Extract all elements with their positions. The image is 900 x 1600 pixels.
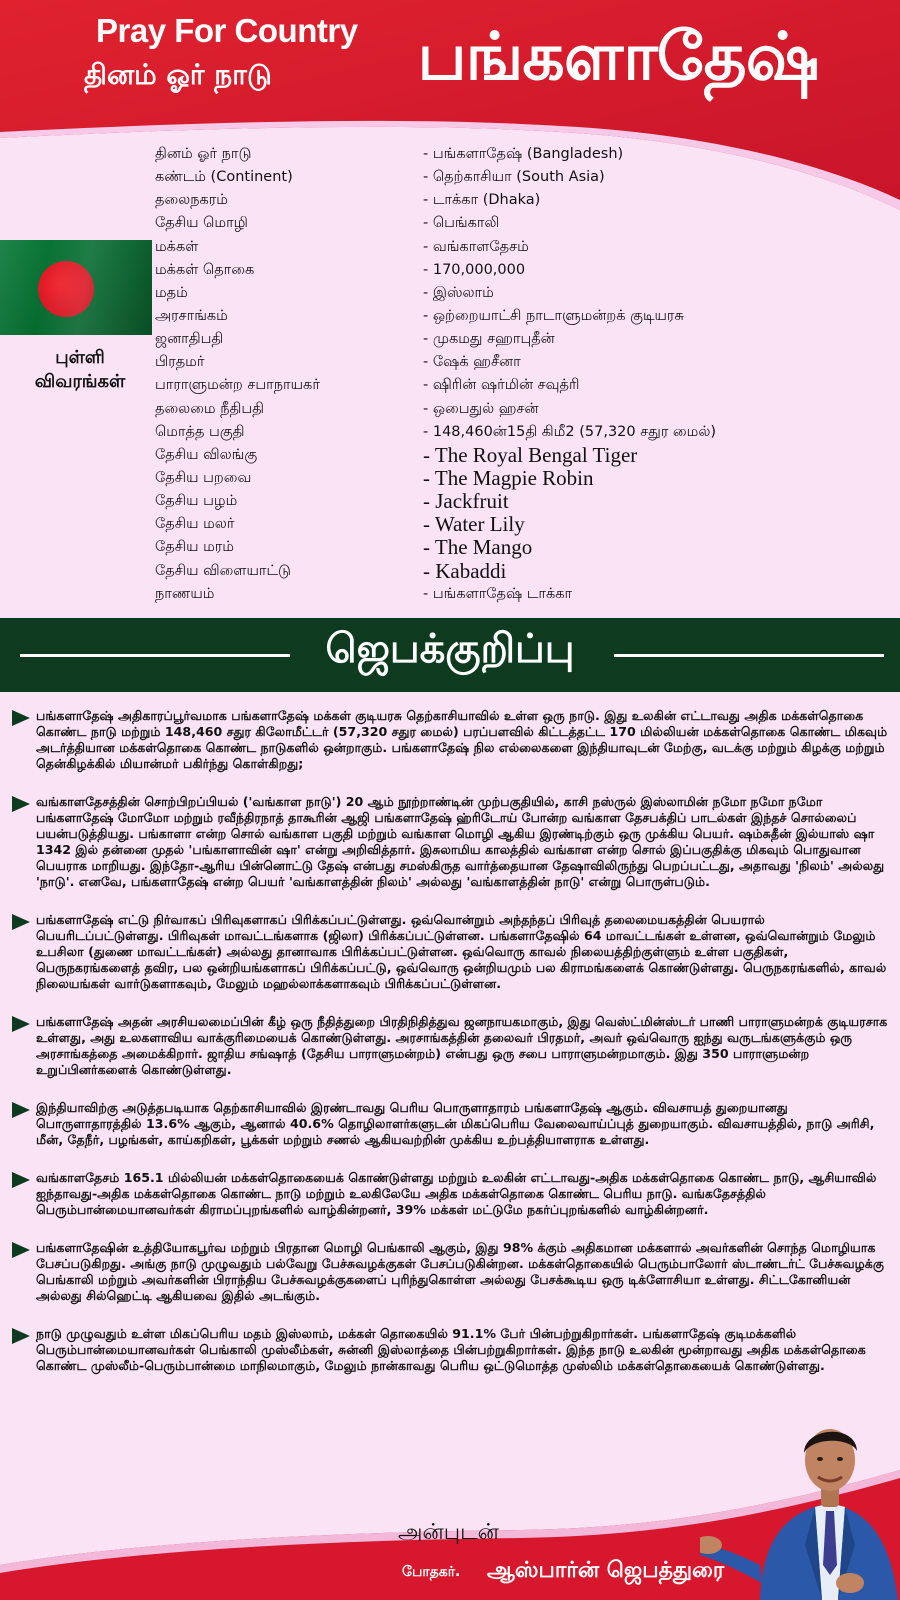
prayer-title: ஜெபக்குறிப்பு	[325, 626, 575, 672]
prayer-point-text: வங்காளதேசம் 165.1 மில்லியன் மக்கள்தொகையைக் கொண்டுள்ளது மற்றும் உலகின் எட்டாவது-அதிக மக்கள்தொகை கொண்ட நாடு, ஆசியாவில் ஐந்தாவது-அதிக மக்கள்தொகை கொண்ட நாடு மற்றும் உலகிலேயே அதிக மக்கள்தொகை கொண்ட பெரிய நாடு. வங்கதேசத்தில் பெரும்பான்மையானவர்கள் கிராமப்புறங்களில் வாழ்கின்றனர், 39% மக்கள் மட்டுமே நகர்ப்புறங்களில் வாழ்கின்றனர்.	[36, 1170, 877, 1217]
fact-row	[155, 374, 895, 397]
fact-row	[155, 490, 895, 513]
fact-row	[155, 560, 895, 583]
fact-value: - Water Lily	[423, 512, 525, 537]
pastor-name: ஆஸ்பார்ன் ஜெபத்துரை	[487, 1558, 725, 1583]
fact-key: தலைமை நீதிபதி	[155, 400, 265, 417]
fact-row	[155, 166, 895, 189]
arrow-bullet-icon	[12, 1172, 30, 1188]
prayer-point	[12, 912, 892, 992]
prayer-points-list	[12, 708, 892, 1374]
fact-key: நாணயம்	[155, 585, 215, 602]
pastor-photo	[700, 1415, 900, 1600]
prayer-point	[12, 708, 892, 772]
prayer-point-text: பங்களாதேஷ் அதன் அரசியலமைப்பின் கீழ் ஒரு நீதித்துறை பிரதிநிதித்துவ ஜனநாயகமாகும், இது வெஸ்ட்மின்ஸ்டர் பாணி பாராளுமன்றக் குடியரசாக உள்ளது, அது உலகளாவிய வாக்குரிமையைக் கொண்டுள்ளது. அரசாங்கத்தின் தலைவர் பிரதமர், அவர் ஒவ்வொரு ஐந்து வருடங்களுக்கும் ஒரு அரசாங்கத்தை அமைக்கிறார். ஜாதிய சங்ஷாத் (தேசிய பாராளுமன்றம்) என்பது ஒரு சபை பாராளுமன்றமாகும். இது 350 பாராளுமன்ற உறுப்பினர்களைக் கொண்டுள்ளது.	[36, 1014, 888, 1077]
pastor-title: போதகர்.	[402, 1564, 461, 1580]
fact-value: - The Royal Bengal Tiger	[423, 442, 638, 467]
facts-table	[155, 143, 895, 606]
fact-key: தேசிய மொழி	[155, 215, 248, 232]
fact-key: தேசிய பறவை	[155, 469, 252, 486]
fact-value: - பெங்காலி	[423, 215, 500, 232]
fact-row	[155, 583, 895, 606]
facts-label-line-2: விவரங்கள்	[34, 371, 126, 392]
fact-key: கண்டம் (Continent)	[155, 169, 293, 186]
fact-key: தேசிய மரம்	[155, 539, 234, 556]
fact-value: - டாக்கா (Dhaka)	[423, 192, 541, 209]
prayer-point-text: பங்களாதேஷின் உத்தியோகபூர்வ மற்றும் பிரதான மொழி பெங்காலி ஆகும், இது 98% க்கும் அதிகமான மக்களால் அவர்களின் சொந்த மொழியாக பேசப்படுகிறது. அங்கு நாடு முழுவதும் பல்வேறு பேச்சுவழக்குகள் பேசப்படுகின்றன. மக்கள்தொகையில் பெரும்பாலோர் ஸ்டாண்டர்ட் பேச்சுவழக்கு பெங்காலி மற்றும் அவர்களின் பிராந்திய பேச்சுவழக்குகளைப் புரிந்துகொள்ள அல்லது பேசக்கூடிய ஒரு டிக்ளோசியா உள்ளது. சிட்டகோனியன் அல்லது சில்ஹெட்டி ஆகியவை இதில் அடங்கும்.	[36, 1240, 884, 1303]
fact-key: தேசிய மலர்	[155, 516, 235, 533]
arrow-bullet-icon	[12, 1102, 30, 1118]
fact-value: - Kabaddi	[423, 558, 507, 583]
fact-row	[155, 328, 895, 351]
prayer-point	[12, 1326, 892, 1374]
brand-english: Pray For Country	[96, 12, 358, 49]
fact-key: அரசாங்கம்	[155, 307, 228, 324]
prayer-point-text: பங்களாதேஷ் எட்டு நிர்வாகப் பிரிவுகளாகப் பிரிக்கப்பட்டுள்ளது. ஒவ்வொன்றும் அந்தந்தப் பிரிவுத் தலைமையகத்தின் பெயரால் பெயரிடப்பட்டுள்ளது. பிரிவுகள் மாவட்டங்களாக (ஜிலா) பிரிக்கப்பட்டுள்ளன. பங்களாதேஷில் 64 மாவட்டங்கள் உள்ளன, ஒவ்வொன்றும் மேலும் உபசிலா (துணை மாவட்டங்கள்) அல்லது தானாவாக பிரிக்கப்பட்டுள்ளன. ஒவ்வொரு காவல் நிலையத்திற்குள்ளும் உள்ள பகுதிகள், பெருநகரங்களைத் தவிர, பல ஒன்றியங்களாகப் பிரிக்கப்பட்டு, ஒவ்வொரு ஒன்றியமும் பல கிராமங்களைக் கொண்டுள்ளது. பெருநகரங்களில், காவல் நிலையங்கள் வார்டுகளாகவும், மேலும் மஹல்லாக்களாகவும் பிரிக்கப்பட்டுள்ளன.	[36, 912, 887, 991]
fact-row	[155, 421, 895, 444]
fact-key: தலைநகரம்	[155, 192, 228, 209]
fact-value: - The Mango	[423, 535, 533, 560]
facts-label	[10, 346, 150, 394]
fact-row	[155, 143, 895, 166]
prayer-point-text: நாடு முழுவதும் உள்ள மிகப்பெரிய மதம் இஸ்லாம், மக்கள் தொகையில் 91.1% பேர் பின்பற்றுகிறார்கள். பங்களாதேஷ் குடிமக்களில் பெரும்பான்மையானவர்கள் பெங்காலி முஸ்லீம்கள், சுன்னி இஸ்லாத்தை பின்பற்றுகிறார்கள். இந்த நாடு உலகின் மூன்றாவது அதிக மக்கள்தொகை கொண்ட முஸ்லீம்-பெரும்பான்மை மாநிலமாகும், மேலும் நான்காவது பெரிய ஒட்டுமொத்த முஸ்லிம் மக்கள்தொகையைக் கொண்டுள்ளது.	[36, 1326, 866, 1373]
fact-row	[155, 282, 895, 305]
fact-key: மக்கள்	[155, 238, 199, 255]
fact-row	[155, 351, 895, 374]
fact-key: பாராளுமன்ற சபாநாயகர்	[155, 377, 320, 394]
fact-value: - ஷிரின் ஷர்மின் சவுத்ரி	[423, 377, 580, 394]
arrow-bullet-icon	[12, 796, 30, 812]
fact-value: - பங்களாதேஷ் (Bangladesh)	[423, 146, 624, 162]
prayer-point	[12, 1014, 892, 1078]
fact-value: - ஒபைதுல் ஹசன்	[423, 400, 539, 417]
fact-value: - பங்களாதேஷ் டாக்கா	[423, 585, 573, 602]
prayer-point	[12, 1100, 892, 1148]
fact-row	[155, 305, 895, 328]
fact-value: - இஸ்லாம்	[423, 284, 494, 301]
fact-key: மொத்த பகுதி	[155, 423, 245, 440]
fact-key: தினம் ஓர் நாடு	[155, 146, 252, 162]
prayer-point-text: பங்களாதேஷ் அதிகாரப்பூர்வமாக பங்களாதேஷ் மக்கள் குடியரசு தெற்காசியாவில் உள்ள ஒரு நாடு. இது உலகின் எட்டாவது அதிக மக்கள்தொகை கொண்ட நாடு மற்றும் 148,460 சதுர கிலோமீட்டர் (57,320 சதுர மைல்) பரப்பளவில் கிட்டத்தட்ட 170 மில்லியன் மக்கள்தொகை கொண்ட மிகவும் அடர்த்தியான மக்கள்தொகை கொண்ட நாடுகளில் ஒன்றாகும். பங்களாதேஷ் நில எல்லைகளை இந்தியாவுடன் மேற்கு, வடக்கு மற்றும் கிழக்கு மற்றும் தென்கிழக்கில் மியான்மர் பகிர்ந்து கொள்கிறது;	[36, 708, 888, 771]
prayer-points-band	[0, 618, 900, 692]
fact-value: - 148,460ன்15தி கிமீ2 (57,320 சதுர மைல்)	[423, 423, 717, 440]
fact-row	[155, 259, 895, 282]
fact-value: - The Magpie Robin	[423, 465, 594, 490]
arrow-bullet-icon	[12, 710, 30, 726]
prayer-point-text: வங்காளதேசத்தின் சொற்பிறப்பியல் ('வங்காள நாடு') 20 ஆம் நூற்றாண்டின் முற்பகுதியில், காசி நஸ்ருல் இஸ்லாமின் நமோ நமோ நமோ பங்களாதேஷ் மோமோ மற்றும் ரவீந்திரநாத் தாகூரின் ஆஜி பங்களாதேஷ் ஹ்ரிடோய் போன்ற வங்காள தேசபக்திப் பாடல்கள் இந்தச் சொல்லைப் பயன்படுத்தியது. பங்காளா என்ற சொல் வங்காள பகுதி மற்றும் வங்காள மொழி ஆகிய இரண்டிற்கும் ஒரு முக்கிய பெயர். ஷம்சுதீன் இல்யாஸ் ஷா 1342 இல் தன்னை முதல் 'பங்காளாவின் ஷா' என்று அறிவித்தார். இசுலாமிய காலத்தில் வங்காள என்ற சொல் இப்பகுதிக்கு மிகவும் பொதுவான பெயராக மாறியது. இந்தோ-ஆரிய பின்னொட்டு தேஷ் என்பது சமஸ்கிருத வார்த்தையான தேஷாவிலிருந்து பெறப்பட்டது, அதாவது 'நிலம்' அல்லது 'நாடு'. எனவே, பங்களாதேஷ் என்ற பெயர் 'வங்காளத்தின் நிலம்' அல்லது 'வங்காளத்தின் நாடு' என்று பொருள்படும்.	[36, 794, 885, 889]
sign-off: அன்புடன்	[398, 1520, 499, 1545]
prayer-point	[12, 794, 892, 890]
fact-key: மக்கள் தொகை	[155, 261, 255, 278]
fact-row	[155, 513, 895, 536]
flag-wave-shading	[0, 240, 152, 335]
fact-value: - ஷேக் ஹசீனா	[423, 354, 521, 371]
arrow-bullet-icon	[12, 1016, 30, 1032]
brand-tamil: தினம் ஓர் நாடு	[84, 58, 272, 91]
fact-key: ஜனாதிபதி	[155, 331, 224, 348]
fact-key: மதம்	[155, 284, 188, 301]
fact-value: - முகமது சஹாபுதீன்	[423, 331, 555, 348]
arrow-bullet-icon	[12, 1328, 30, 1344]
fact-row	[155, 189, 895, 212]
fact-row	[155, 236, 895, 259]
fact-value: - Jackfruit	[423, 489, 509, 514]
fact-key: தேசிய விலங்கு	[155, 446, 258, 463]
bangladesh-flag-icon	[0, 240, 152, 335]
fact-row	[155, 212, 895, 235]
arrow-bullet-icon	[12, 914, 30, 930]
prayer-point-text: இந்தியாவிற்கு அடுத்தபடியாக தெற்காசியாவில் இரண்டாவது பெரிய பொருளாதாரம் பங்களாதேஷ் ஆகும். விவசாயத் துறையானது பொருளாதாரத்தில் 13.6% ஆகும், ஆனால் 40.6% தொழிலாளர்களுடன் மிகப்பெரிய வேலைவாய்ப்புத் துறையாகும். விவசாயத்தில், நாடு அரிசி, மீன், தேநீர், பழங்கள், காய்கறிகள், பூக்கள் மற்றும் சணல் ஆகியவற்றின் முக்கிய உற்பத்தியாளராக உள்ளது.	[36, 1100, 875, 1147]
prayer-point	[12, 1170, 892, 1218]
fact-value: - வங்காளதேசம்	[423, 238, 529, 255]
fact-row	[155, 536, 895, 559]
country-title: பங்களாதேஷ்	[417, 18, 819, 95]
arrow-bullet-icon	[12, 1242, 30, 1258]
fact-row	[155, 444, 895, 467]
fact-row	[155, 467, 895, 490]
fact-key: தேசிய பழம்	[155, 493, 238, 510]
facts-label-line-1: புள்ளி	[55, 347, 105, 368]
fact-row	[155, 398, 895, 421]
fact-key: பிரதமர்	[155, 354, 205, 371]
fact-key: தேசிய விளையாட்டு	[155, 562, 291, 579]
fact-value: - தெற்காசியா (South Asia)	[423, 169, 605, 186]
fact-value: - ஒற்றையாட்சி நாடாளுமன்றக் குடியரசு	[423, 307, 684, 324]
prayer-point	[12, 1240, 892, 1304]
fact-value: - 170,000,000	[423, 261, 526, 278]
